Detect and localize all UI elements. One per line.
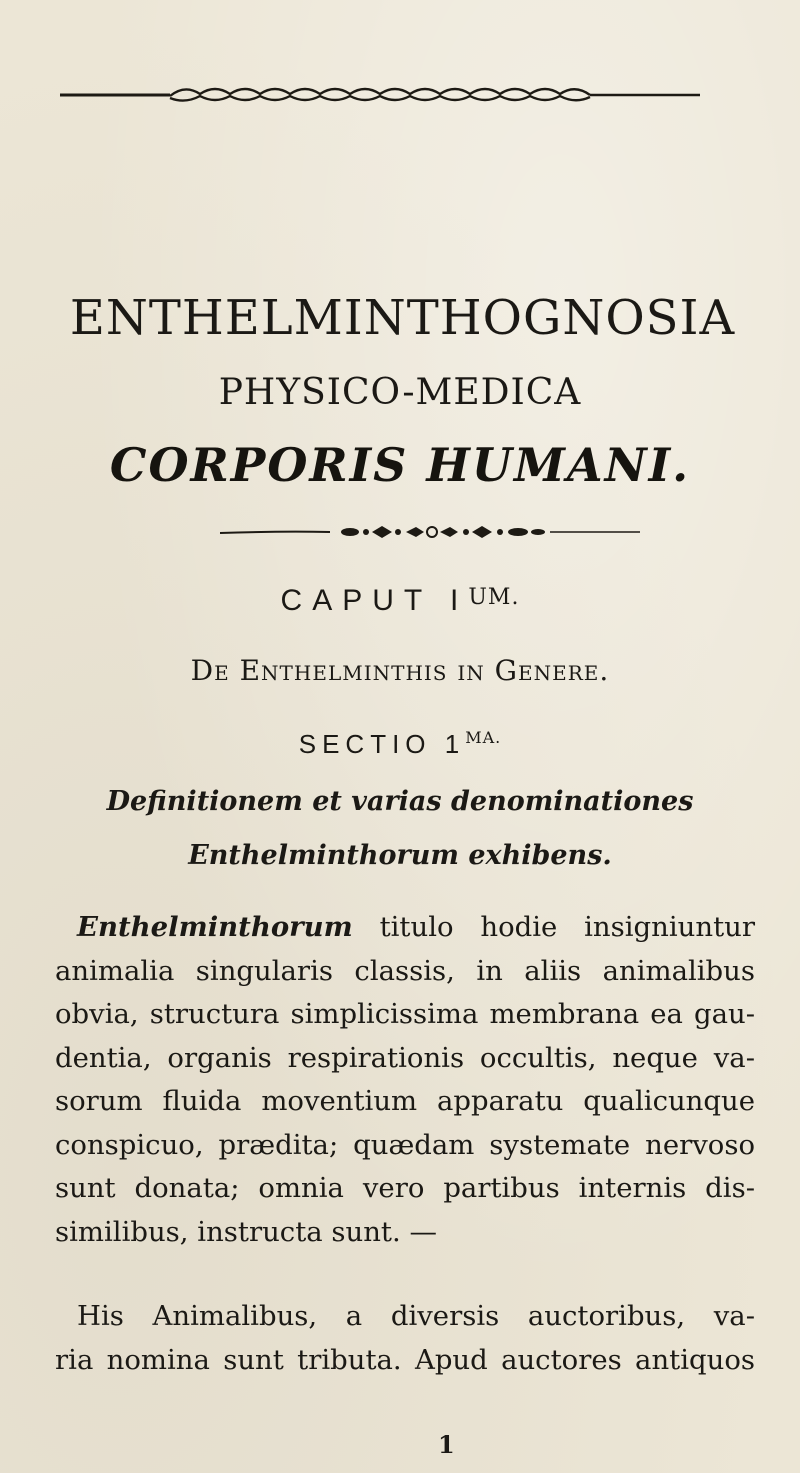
sectio-word: SECTIO [298,729,432,759]
paragraph-line: ria nomina sunt tributa. Apud auctores antiquos [55,1343,755,1376]
sectio-ordinal-suffix: MA. [465,728,502,747]
middle-ornamental-rule [220,524,640,540]
top-ornamental-rule [60,82,700,104]
paragraph-line: conspicuo, prædita; quædam systemate nervoso [55,1128,755,1161]
caput-word: CAPUT [280,584,432,617]
title-line-3: CORPORIS HUMANI. [109,438,691,492]
paragraph-line: His Animalibus, a diversis auctoribus, va- [77,1300,755,1332]
paragraph-lead-word: Enthelminthorum [77,911,353,943]
paragraph-line: Enthelminthorum titulo hodie insigniuntur [77,911,755,943]
paragraph-line: similibus, instructa sunt. — [55,1215,437,1248]
paragraph-line: dentia, organis respirationis occultis, neque va- [55,1041,755,1074]
sectio-number: 1 [444,729,466,759]
caput-ordinal-suffix: UM. [468,585,520,610]
section-subtitle-line-2: Enthelminthorum exhibens. [188,840,612,871]
paragraph-line: sunt donata; omnia vero partibus internis dis- [55,1172,755,1204]
page-number: 1 [438,1430,455,1459]
section-label [0,728,800,760]
paragraph-line: obvia, structura simplicissima membrana ea gau- [55,998,755,1030]
title-line-1: ENTHELMINTHOGNOSIA [69,290,736,346]
paragraph-2 [55,1295,755,1382]
paragraph-1 [55,906,755,1254]
section-subtitle-line-1: Definitionem et varias denominationes [106,786,694,817]
paragraph-line: sorum fluida moventium apparatu qualicunque [55,1085,755,1117]
title-line-2: PHYSICO-MEDICA [218,372,582,413]
caput-number: I [450,584,469,617]
paragraph-line: animalia singularis classis, in aliis animalibus [55,954,755,987]
chapter-label [0,584,800,618]
chapter-heading: De Enthelminthis in Genere. [190,654,610,687]
